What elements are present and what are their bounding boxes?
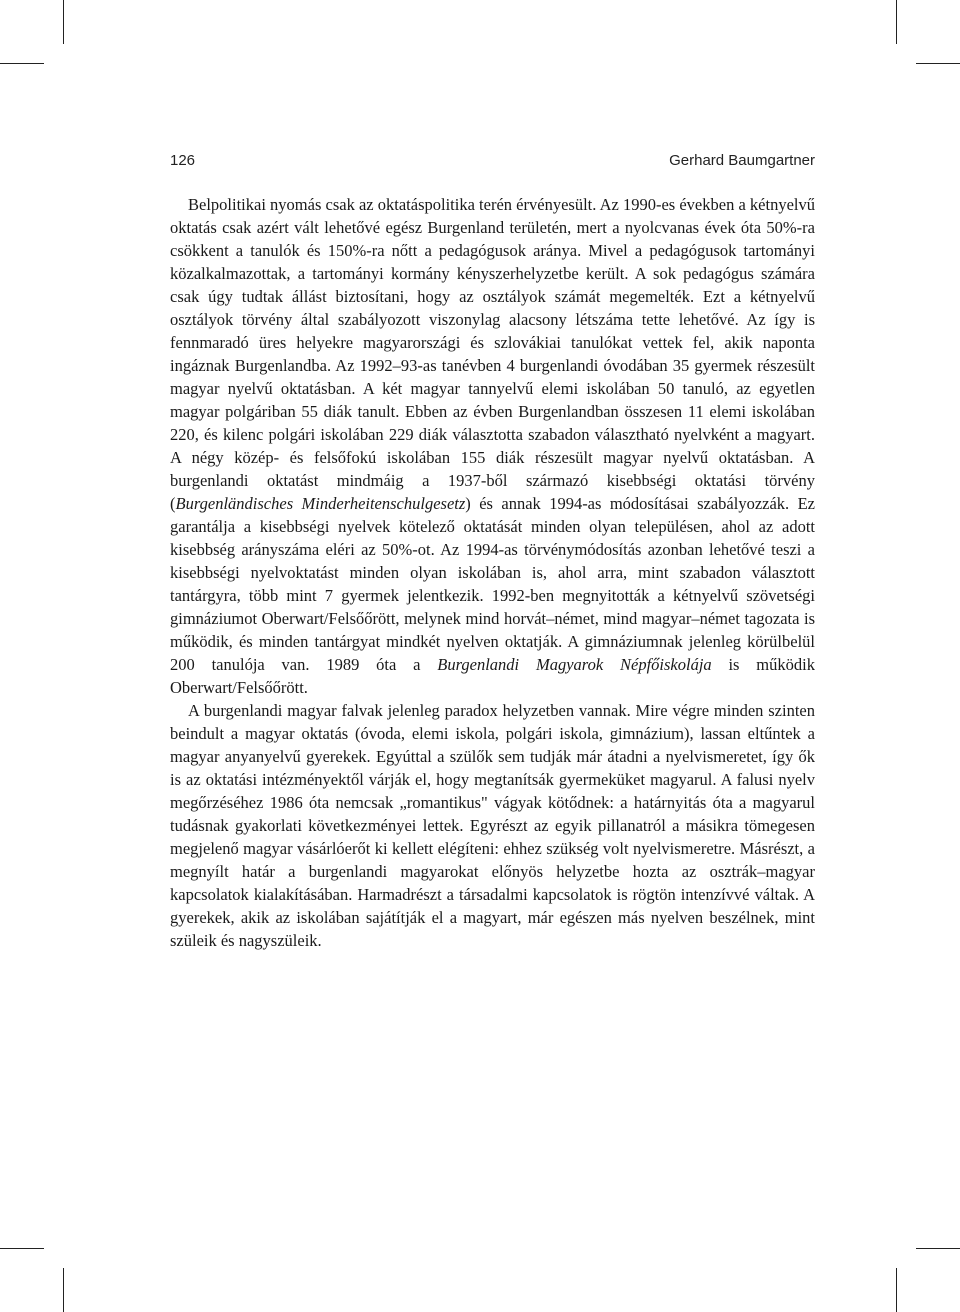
paragraph xyxy=(170,699,815,952)
text-run: A burgenlandi magyar falvak jelenleg paradox helyzetben vannak. Mire végre minden szinten beindult a magyar oktatás (óvoda, elemi iskola, polgári iskola, gimnázium), lassan eltűntek a magyar anyanyelvű gyerekek. Egyúttal a szülők sem tudják már átadni a nyelvismeretet, így ők is az oktatási intézményektől várják el, hogy megtanítsák gyermeküket magyarul. A falusi nyelv megőrzéséhez 1986 óta nemcsak „romantikus" vágyak kötődnek: a határnyitás óta a magyarul tudásnak gyakorlati következményei lettek. Egyrészt az egyik pillanatról a másikra tömegesen megjelenő magyar vásárlóerőt ki kellett elégíteni: ehhez szükség volt nyelvismeretre. Másrészt, a megnyílt határ a burgenlandi magyarokat előnyös helyzetbe hozta az osztrák–magyar kapcsolatok kialakításában. Harmadrészt a társadalmi kapcsolatok is rögtön intenzívvé váltak. A gyerekek, akik az iskolában sajátítják el a magyart, már egészen más nyelven beszélnek, mint szüleik és nagyszüleik. xyxy=(170,701,815,950)
crop-mark xyxy=(63,1268,64,1312)
crop-mark xyxy=(63,0,64,44)
italic-title: Burgenländisches Minderheitenschulgesetz xyxy=(175,494,466,513)
running-head-author: Gerhard Baumgartner xyxy=(669,152,815,169)
body-text xyxy=(170,193,815,952)
page-number: 126 xyxy=(170,152,196,169)
text-run: ) és annak 1994-as módosításai szabályozzák. Ez garantálja a kisebbségi nyelvek kötelező oktatását minden olyan településen, ahol az adott kisebbség arányszáma eléri az 50%-ot. Az 1994-as törvénymódosítás azonban lehetővé teszi a kisebbségi nyelvoktatást minden olyan iskolában is, ahol arra, mint szabadon választott tantárgyra, több mint 7 gyermek jelentkezik. 1992-ben megnyitották a kétnyelvű szövetségi gimnáziumot Oberwart/Felsőőrött, melynek mind horvát–német, mind magyar–német tagozata is működik, és minden tantárgyat mindkét nyelven oktatják. A gimnáziumnak jelenleg körülbelül 200 tanulója van. 1989 óta a xyxy=(170,494,815,674)
crop-mark xyxy=(0,1248,44,1249)
italic-title: Burgenlandi Magyarok Népfőiskolája xyxy=(437,655,712,674)
text-run: is működik Oberwart/Felsőőrött. xyxy=(170,655,815,697)
text-run: Belpolitikai nyomás csak az oktatáspolitika terén érvényesült. Az 1990-es években a kétnyelvű oktatás csak azért vált lehetővé egész Burgenland területén, mert a nyolcvanas évek óta 50%-ra csökkent a tanulók és 150%-ra nőtt a pedagógusok aránya. Mivel a pedagógusok tartományi közalkalmazottak, a tartományi kormány kényszerhelyzetbe került. A sok pedagógus számára csak úgy tudtak állást biztosítani, hogy az osztályok számát megemelték. Ezt a kétnyelvű osztályok törvény által szabályozott viszonylag alacsony létszáma tette lehetővé. Az így is fennmaradó üres helyekre magyarországi és szlovákiai tanulókat vettek fel, akik naponta ingáznak Burgenlandba. Az 1992–93-as tanévben 4 burgenlandi óvodában 35 gyermek részesült magyar nyelvű oktatásban. A két magyar tannyelvű elemi iskolában 50 tanuló, az egyetlen magyar polgáriban 55 diák tanult. Ebben az évben Burgenlandban összesen 11 elemi iskolában 220, és kilenc polgári iskolában 229 diák választotta szabadon választható nyelvként a magyart. A négy közép- és felsőfokú iskolában 155 diák részesült magyar nyelvű oktatásban. A burgenlandi oktatást mindmáig a 1937-ből származó kisebbségi oktatási törvény ( xyxy=(170,195,815,513)
crop-mark xyxy=(0,63,44,64)
crop-mark xyxy=(896,0,897,44)
running-head xyxy=(170,152,815,174)
paragraph xyxy=(170,193,815,699)
crop-mark xyxy=(916,1248,960,1249)
crop-mark xyxy=(896,1268,897,1312)
crop-mark xyxy=(916,63,960,64)
